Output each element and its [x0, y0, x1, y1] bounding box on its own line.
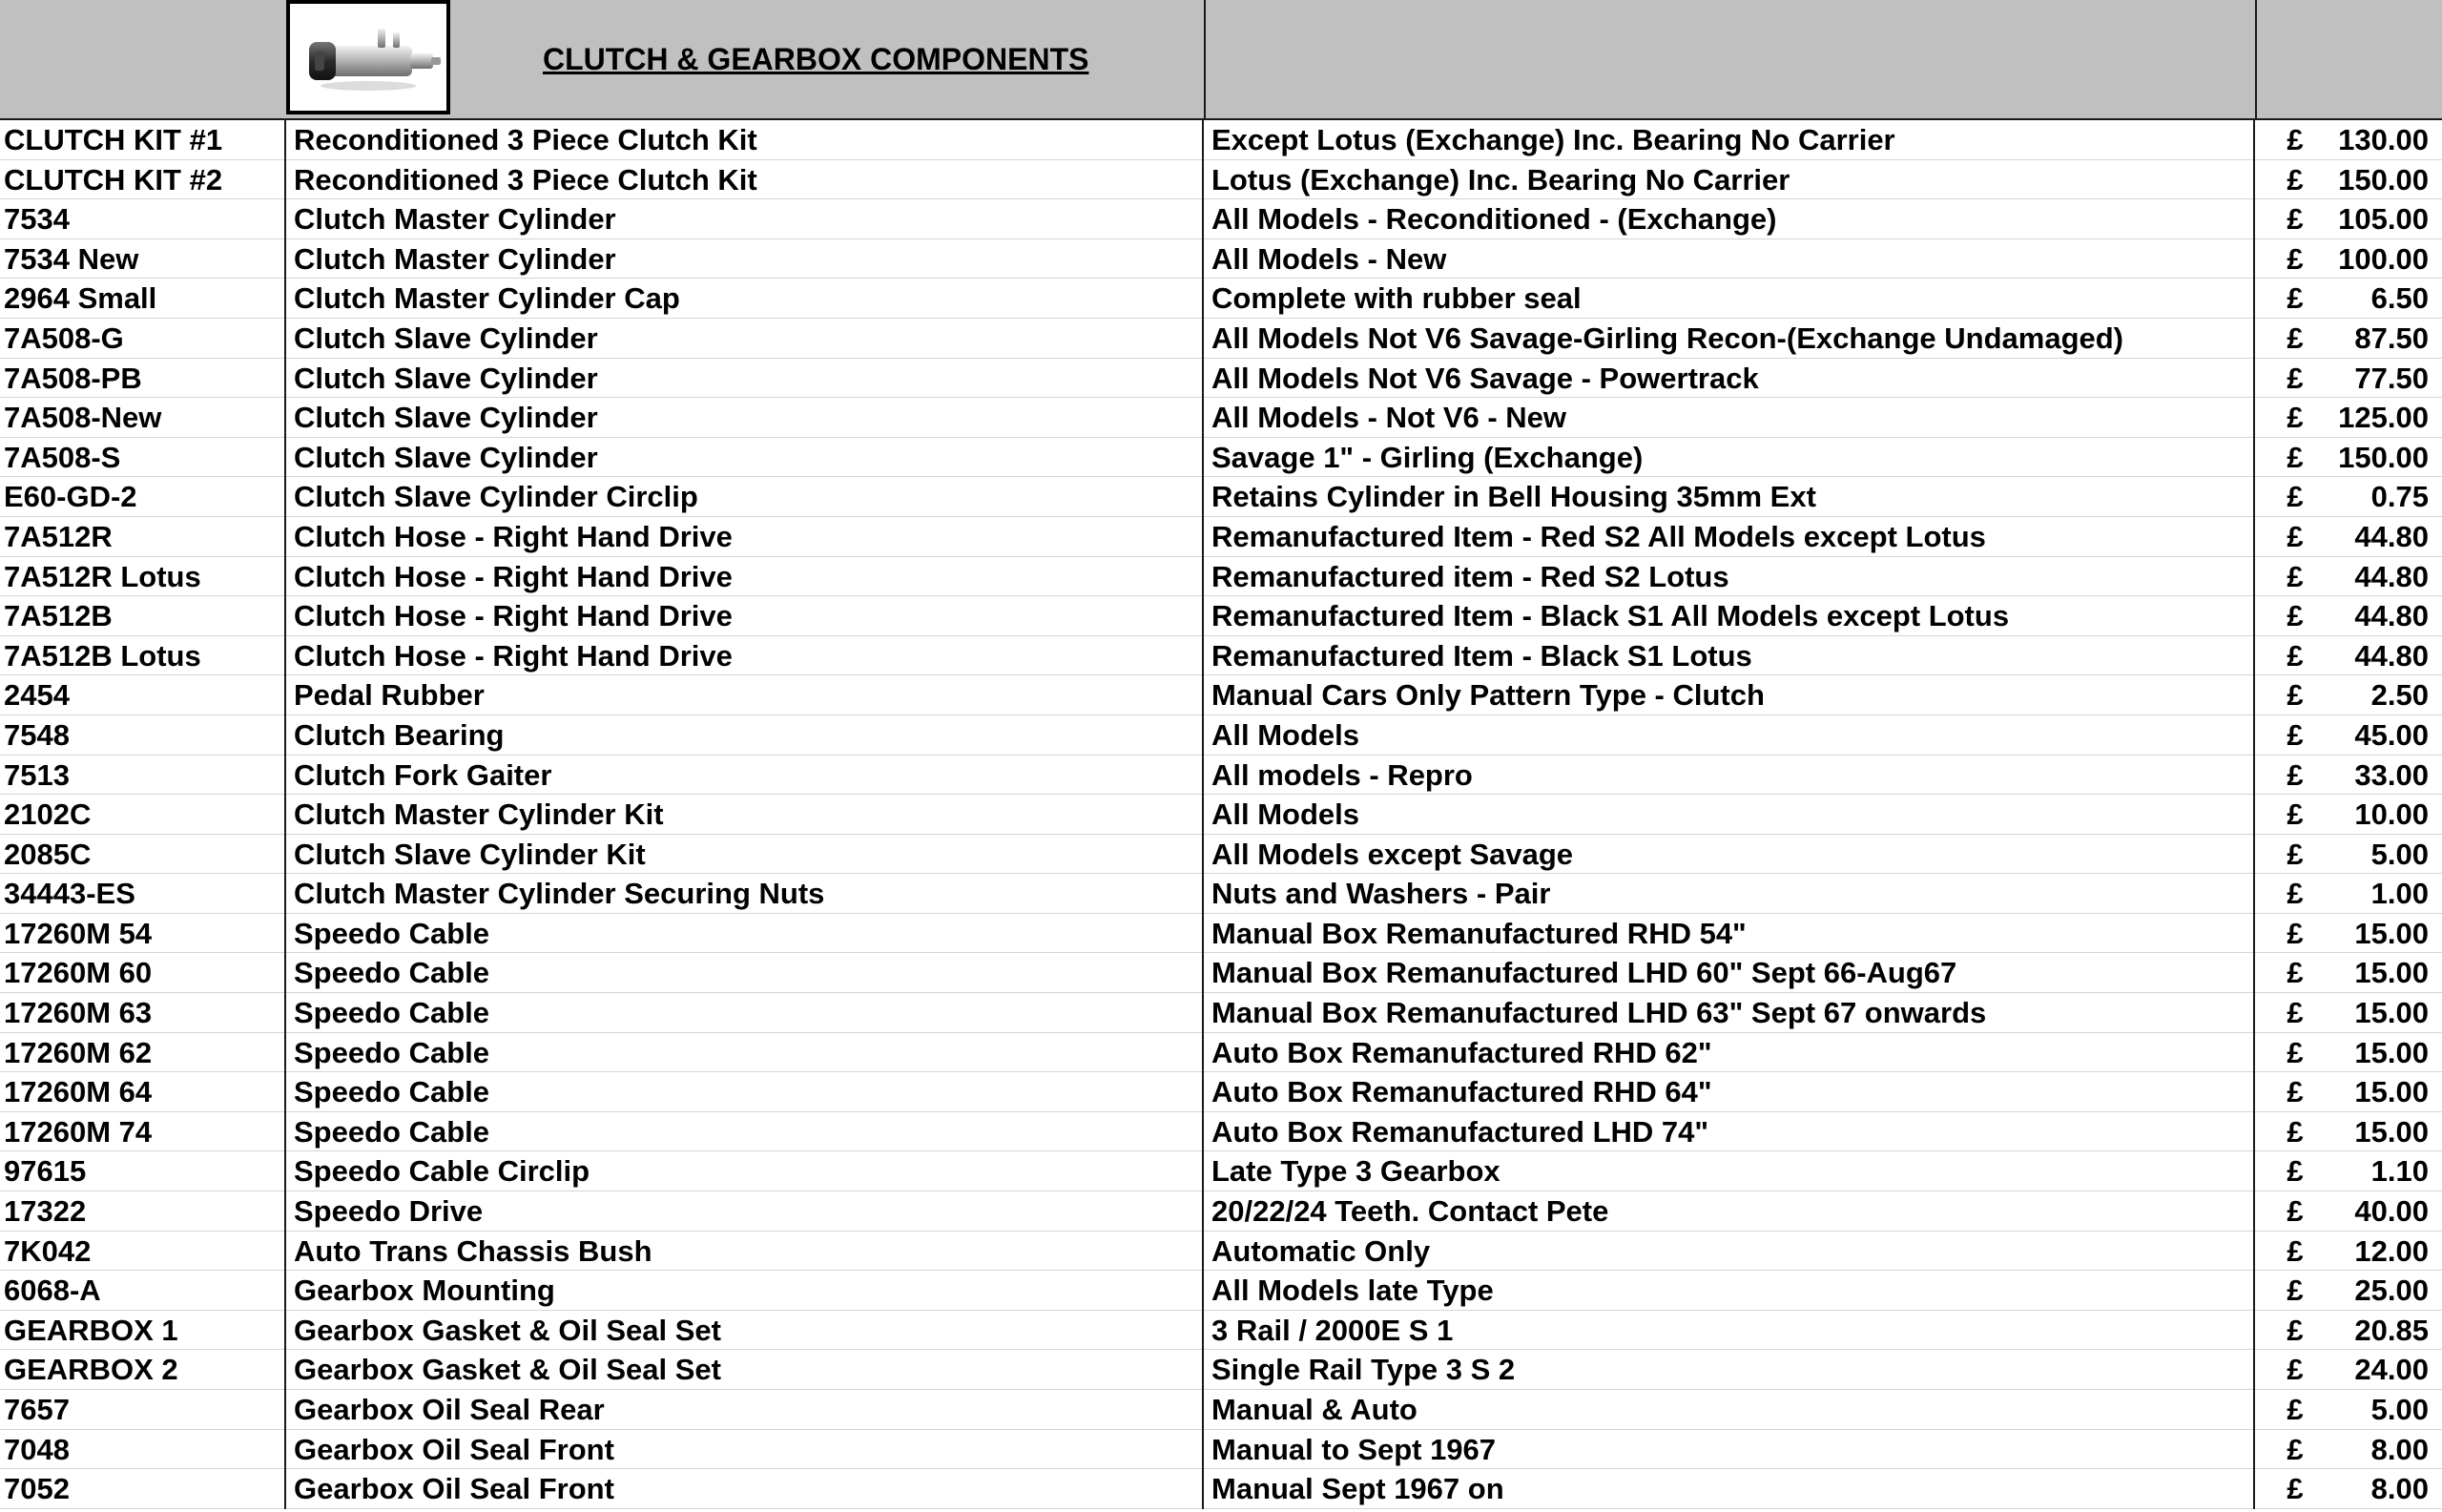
- currency-cell: £: [2287, 1154, 2304, 1189]
- currency-cell: £: [2287, 956, 2304, 990]
- currency-cell: £: [2287, 559, 2304, 593]
- description-cell: Reconditioned 3 Piece Clutch Kit: [288, 120, 1204, 160]
- part-code-cell: 17260M 60: [0, 953, 286, 993]
- currency-cell: £: [2287, 202, 2304, 237]
- description-cell: Gearbox Oil Seal Front: [288, 1469, 1204, 1509]
- notes-cell: Except Lotus (Exchange) Inc. Bearing No Carrier: [1206, 120, 2255, 160]
- notes-cell: All Models Not V6 Savage - Powertrack: [1206, 359, 2255, 399]
- currency-cell: £: [2287, 638, 2304, 673]
- table-row: [0, 1072, 2442, 1112]
- price-cell: 5.00: [2370, 837, 2429, 871]
- currency-cell: £: [2287, 1274, 2304, 1308]
- part-code-cell: 7A512R: [0, 517, 286, 557]
- currency-cell: £: [2287, 281, 2304, 316]
- part-code-cell: 7A508-S: [0, 438, 286, 478]
- currency-cell: £: [2287, 440, 2304, 474]
- table-row: [0, 756, 2442, 796]
- price-cell: 24.00: [2354, 1353, 2429, 1387]
- part-code-cell: 7K042: [0, 1232, 286, 1272]
- part-code-cell: 7548: [0, 715, 286, 756]
- part-code-cell: GEARBOX 1: [0, 1311, 286, 1351]
- price-cell: 2.50: [2370, 678, 2429, 713]
- notes-cell: Manual Cars Only Pattern Type - Clutch: [1206, 675, 2255, 715]
- description-cell: Clutch Hose - Right Hand Drive: [288, 557, 1204, 597]
- part-code-cell: CLUTCH KIT #2: [0, 160, 286, 200]
- table-row: [0, 239, 2442, 280]
- description-cell: Clutch Master Cylinder Kit: [288, 795, 1204, 835]
- part-code-cell: GEARBOX 2: [0, 1350, 286, 1390]
- price-cell: 6.50: [2370, 281, 2429, 316]
- price-cell: 87.50: [2354, 321, 2429, 355]
- part-code-cell: 7513: [0, 756, 286, 796]
- description-cell: Gearbox Gasket & Oil Seal Set: [288, 1311, 1204, 1351]
- part-code-cell: 17260M 63: [0, 993, 286, 1033]
- part-code-cell: 7A512B: [0, 596, 286, 636]
- table-row: [0, 1271, 2442, 1311]
- currency-cell: £: [2287, 480, 2304, 514]
- description-cell: Clutch Slave Cylinder: [288, 398, 1204, 438]
- table-row: [0, 120, 2442, 160]
- description-cell: Clutch Slave Cylinder: [288, 319, 1204, 359]
- description-cell: Clutch Slave Cylinder Circlip: [288, 477, 1204, 517]
- currency-cell: £: [2287, 123, 2304, 156]
- price-cell: 15.00: [2354, 996, 2429, 1030]
- description-cell: Gearbox Mounting: [288, 1271, 1204, 1311]
- table-row: [0, 715, 2442, 756]
- price-cell: 15.00: [2354, 956, 2429, 990]
- table-row: [0, 279, 2442, 319]
- table-row: [0, 1151, 2442, 1191]
- table-row: [0, 1350, 2442, 1390]
- description-cell: Auto Trans Chassis Bush: [288, 1232, 1204, 1272]
- price-cell: 1.10: [2370, 1154, 2429, 1189]
- currency-cell: £: [2287, 877, 2304, 911]
- part-code-cell: 17260M 64: [0, 1072, 286, 1112]
- part-code-cell: 7048: [0, 1430, 286, 1470]
- notes-cell: 3 Rail / 2000E S 1: [1206, 1311, 2255, 1351]
- table-row: [0, 1112, 2442, 1152]
- notes-cell: All Models: [1206, 795, 2255, 835]
- notes-cell: Auto Box Remanufactured RHD 64": [1206, 1072, 2255, 1112]
- description-cell: Reconditioned 3 Piece Clutch Kit: [288, 160, 1204, 200]
- description-cell: Clutch Master Cylinder Cap: [288, 279, 1204, 319]
- price-cell: 1.00: [2370, 877, 2429, 911]
- table-row: [0, 795, 2442, 835]
- currency-cell: £: [2287, 519, 2304, 553]
- description-cell: Clutch Master Cylinder: [288, 239, 1204, 280]
- currency-cell: £: [2287, 401, 2304, 435]
- currency-cell: £: [2287, 1075, 2304, 1109]
- notes-cell: Savage 1" - Girling (Exchange): [1206, 438, 2255, 478]
- table-row: [0, 636, 2442, 676]
- part-code-cell: 7A508-New: [0, 398, 286, 438]
- notes-cell: Manual Box Remanufactured RHD 54": [1206, 914, 2255, 954]
- price-cell: 45.00: [2354, 717, 2429, 752]
- currency-cell: £: [2287, 1472, 2304, 1506]
- part-code-cell: 7052: [0, 1469, 286, 1509]
- description-cell: Clutch Master Cylinder: [288, 199, 1204, 239]
- notes-cell: Remanufactured Item - Black S1 All Models except Lotus: [1206, 596, 2255, 636]
- table-row: [0, 199, 2442, 239]
- notes-cell: Auto Box Remanufactured RHD 62": [1206, 1033, 2255, 1073]
- price-cell: 12.00: [2354, 1233, 2429, 1268]
- part-code-cell: 7A512R Lotus: [0, 557, 286, 597]
- notes-cell: Remanufactured item - Red S2 Lotus: [1206, 557, 2255, 597]
- table-row: [0, 953, 2442, 993]
- notes-cell: Complete with rubber seal: [1206, 279, 2255, 319]
- price-cell: 150.00: [2338, 440, 2429, 474]
- description-cell: Clutch Hose - Right Hand Drive: [288, 596, 1204, 636]
- notes-cell: All Models - Not V6 - New: [1206, 398, 2255, 438]
- currency-cell: £: [2287, 321, 2304, 355]
- currency-cell: £: [2287, 916, 2304, 950]
- description-cell: Speedo Cable: [288, 1112, 1204, 1152]
- currency-cell: £: [2287, 996, 2304, 1030]
- price-cell: 105.00: [2338, 202, 2429, 237]
- currency-cell: £: [2287, 1035, 2304, 1069]
- description-cell: Clutch Bearing: [288, 715, 1204, 756]
- part-code-cell: 6068-A: [0, 1271, 286, 1311]
- price-cell: 15.00: [2354, 1114, 2429, 1149]
- notes-cell: All Models Not V6 Savage-Girling Recon-(Exchange Undamaged): [1206, 319, 2255, 359]
- header-divider: [1204, 0, 1206, 118]
- notes-cell: Manual Box Remanufactured LHD 60" Sept 66-Aug67: [1206, 953, 2255, 993]
- part-code-cell: 7A508-G: [0, 319, 286, 359]
- table-row: [0, 477, 2442, 517]
- price-cell: 100.00: [2338, 241, 2429, 276]
- part-code-cell: 7657: [0, 1390, 286, 1430]
- description-cell: Speedo Cable: [288, 993, 1204, 1033]
- price-cell: 15.00: [2354, 1075, 2429, 1109]
- part-code-cell: 17260M 74: [0, 1112, 286, 1152]
- part-code-cell: CLUTCH KIT #1: [0, 120, 286, 160]
- table-row: [0, 438, 2442, 478]
- currency-cell: £: [2287, 1353, 2304, 1387]
- part-code-cell: 7534 New: [0, 239, 286, 280]
- table-row: [0, 1033, 2442, 1073]
- parts-table: [0, 120, 2442, 1509]
- currency-cell: £: [2287, 1194, 2304, 1229]
- description-cell: Clutch Slave Cylinder Kit: [288, 835, 1204, 875]
- price-cell: 77.50: [2354, 361, 2429, 395]
- notes-cell: Late Type 3 Gearbox: [1206, 1151, 2255, 1191]
- description-cell: Speedo Cable: [288, 1033, 1204, 1073]
- notes-cell: 20/22/24 Teeth. Contact Pete: [1206, 1191, 2255, 1232]
- price-cell: 150.00: [2338, 162, 2429, 197]
- description-cell: Gearbox Gasket & Oil Seal Set: [288, 1350, 1204, 1390]
- price-cell: 25.00: [2354, 1274, 2429, 1308]
- currency-cell: £: [2287, 361, 2304, 395]
- header-divider: [2255, 0, 2257, 118]
- price-cell: 0.75: [2370, 480, 2429, 514]
- notes-cell: All Models: [1206, 715, 2255, 756]
- table-row: [0, 1191, 2442, 1232]
- table-row: [0, 596, 2442, 636]
- price-cell: 44.80: [2354, 519, 2429, 553]
- table-row: [0, 1232, 2442, 1272]
- currency-cell: £: [2287, 678, 2304, 713]
- notes-cell: Single Rail Type 3 S 2: [1206, 1350, 2255, 1390]
- table-row: [0, 359, 2442, 399]
- price-cell: 20.85: [2354, 1313, 2429, 1347]
- table-row: [0, 874, 2442, 914]
- currency-cell: £: [2287, 1114, 2304, 1149]
- header-band: [0, 0, 2442, 120]
- notes-cell: All Models - Reconditioned - (Exchange): [1206, 199, 2255, 239]
- notes-cell: All Models late Type: [1206, 1271, 2255, 1311]
- description-cell: Speedo Cable: [288, 953, 1204, 993]
- price-cell: 33.00: [2354, 757, 2429, 792]
- description-cell: Clutch Master Cylinder Securing Nuts: [288, 874, 1204, 914]
- part-code-cell: 34443-ES: [0, 874, 286, 914]
- notes-cell: Remanufactured Item - Black S1 Lotus: [1206, 636, 2255, 676]
- part-code-cell: 17260M 62: [0, 1033, 286, 1073]
- clutch-slave-cylinder-icon: [301, 23, 445, 99]
- description-cell: Speedo Drive: [288, 1191, 1204, 1232]
- notes-cell: Lotus (Exchange) Inc. Bearing No Carrier: [1206, 160, 2255, 200]
- notes-cell: Remanufactured Item - Red S2 All Models except Lotus: [1206, 517, 2255, 557]
- part-code-cell: 7A508-PB: [0, 359, 286, 399]
- currency-cell: £: [2287, 599, 2304, 633]
- table-row: [0, 1390, 2442, 1430]
- price-cell: 44.80: [2354, 599, 2429, 633]
- currency-cell: £: [2287, 837, 2304, 871]
- description-cell: Speedo Cable: [288, 1072, 1204, 1112]
- price-cell: 8.00: [2370, 1472, 2429, 1506]
- currency-cell: £: [2287, 1393, 2304, 1426]
- logo-frame: [286, 0, 450, 114]
- description-cell: Speedo Cable: [288, 914, 1204, 954]
- currency-cell: £: [2287, 757, 2304, 792]
- price-cell: 5.00: [2370, 1393, 2429, 1426]
- notes-cell: All models - Repro: [1206, 756, 2255, 796]
- part-code-cell: 7A512B Lotus: [0, 636, 286, 676]
- price-cell: 15.00: [2354, 916, 2429, 950]
- description-cell: Speedo Cable Circlip: [288, 1151, 1204, 1191]
- part-code-cell: 7534: [0, 199, 286, 239]
- table-row: [0, 835, 2442, 875]
- table-row: [0, 993, 2442, 1033]
- page-title: CLUTCH & GEARBOX COMPONENTS: [543, 42, 1089, 76]
- part-code-cell: 2964 Small: [0, 279, 286, 319]
- part-code-cell: 17322: [0, 1191, 286, 1232]
- part-code-cell: 2454: [0, 675, 286, 715]
- description-cell: Clutch Hose - Right Hand Drive: [288, 517, 1204, 557]
- table-row: [0, 517, 2442, 557]
- description-cell: Clutch Fork Gaiter: [288, 756, 1204, 796]
- table-row: [0, 675, 2442, 715]
- price-cell: 44.80: [2354, 559, 2429, 593]
- description-cell: Clutch Slave Cylinder: [288, 438, 1204, 478]
- price-cell: 8.00: [2370, 1432, 2429, 1466]
- part-code-cell: 2102C: [0, 795, 286, 835]
- price-cell: 10.00: [2354, 797, 2429, 832]
- description-cell: Clutch Hose - Right Hand Drive: [288, 636, 1204, 676]
- notes-cell: Manual & Auto: [1206, 1390, 2255, 1430]
- table-row: [0, 160, 2442, 200]
- currency-cell: £: [2287, 1432, 2304, 1466]
- notes-cell: Manual Sept 1967 on: [1206, 1469, 2255, 1509]
- price-cell: 125.00: [2338, 401, 2429, 435]
- table-row: [0, 1311, 2442, 1351]
- part-code-cell: 17260M 54: [0, 914, 286, 954]
- currency-cell: £: [2287, 241, 2304, 276]
- part-code-cell: 97615: [0, 1151, 286, 1191]
- table-row: [0, 914, 2442, 954]
- notes-cell: Manual to Sept 1967: [1206, 1430, 2255, 1470]
- currency-cell: £: [2287, 162, 2304, 197]
- price-cell: 15.00: [2354, 1035, 2429, 1069]
- part-code-cell: E60-GD-2: [0, 477, 286, 517]
- table-row: [0, 1469, 2442, 1509]
- notes-cell: Retains Cylinder in Bell Housing 35mm Ext: [1206, 477, 2255, 517]
- currency-cell: £: [2287, 1313, 2304, 1347]
- price-cell: 44.80: [2354, 638, 2429, 673]
- notes-cell: Manual Box Remanufactured LHD 63" Sept 67 onwards: [1206, 993, 2255, 1033]
- table-row: [0, 1430, 2442, 1470]
- table-row: [0, 398, 2442, 438]
- description-cell: Clutch Slave Cylinder: [288, 359, 1204, 399]
- notes-cell: Auto Box Remanufactured LHD 74": [1206, 1112, 2255, 1152]
- notes-cell: Automatic Only: [1206, 1232, 2255, 1272]
- currency-cell: £: [2287, 717, 2304, 752]
- table-row: [0, 319, 2442, 359]
- table-row: [0, 557, 2442, 597]
- part-code-cell: 2085C: [0, 835, 286, 875]
- notes-cell: Nuts and Washers - Pair: [1206, 874, 2255, 914]
- currency-cell: £: [2287, 1233, 2304, 1268]
- currency-cell: £: [2287, 797, 2304, 832]
- price-cell: 40.00: [2354, 1194, 2429, 1229]
- description-cell: Gearbox Oil Seal Front: [288, 1430, 1204, 1470]
- notes-cell: All Models - New: [1206, 239, 2255, 280]
- description-cell: Pedal Rubber: [288, 675, 1204, 715]
- description-cell: Gearbox Oil Seal Rear: [288, 1390, 1204, 1430]
- notes-cell: All Models except Savage: [1206, 835, 2255, 875]
- price-cell: 130.00: [2338, 123, 2429, 156]
